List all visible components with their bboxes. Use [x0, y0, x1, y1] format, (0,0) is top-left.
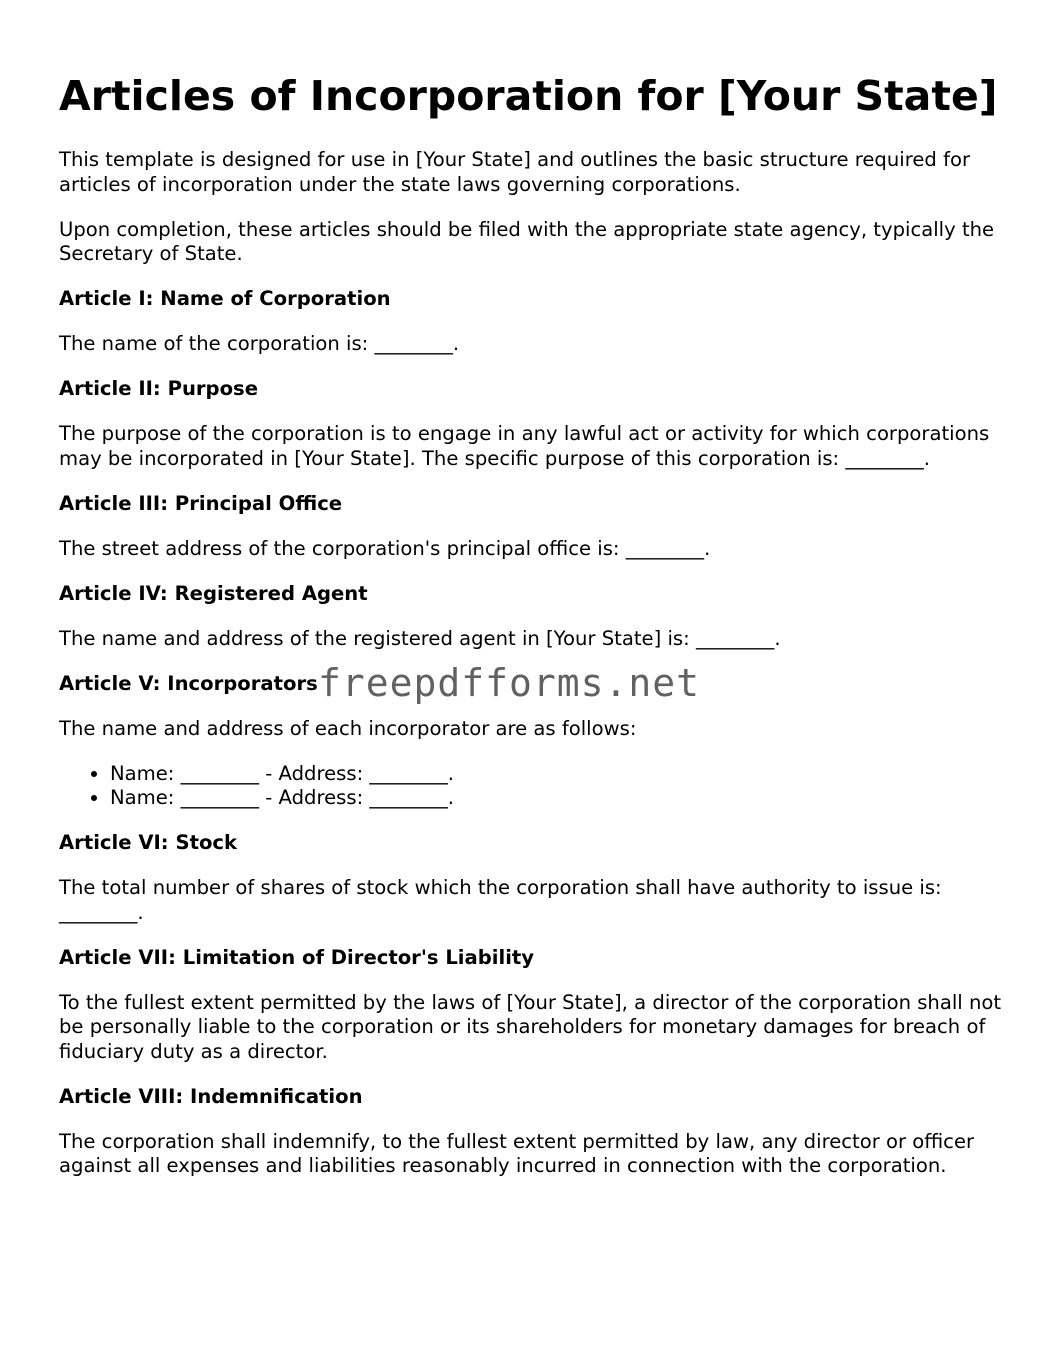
article-heading: Article II: Purpose — [59, 377, 258, 400]
list-item: • Name: ________ - Address: ________. — [110, 786, 1004, 811]
intro-paragraph: This template is designed for use in [Your State] and outlines the basic structure required for articles of incorporation under the state laws governing corporations. — [59, 148, 971, 196]
article-text: The name and address of the registered agent in [Your State] is: ________. — [59, 626, 781, 650]
article-text: The corporation shall indemnify, to the fullest extent permitted by law, any director or officer against all expenses and liabilities reasonably incurred in connection with the corporation. — [59, 1129, 975, 1177]
article-heading: Article III: Principal Office — [59, 491, 343, 515]
article-6 — [59, 831, 1004, 925]
article-text: The total number of shares of stock which the corporation shall have authority to issue is: ________. — [59, 876, 942, 924]
article-2 — [59, 377, 1004, 471]
document-title: Articles of Incorporation for [Your State] — [59, 72, 998, 120]
article-heading: Article VII: Limitation of Director's Liability — [59, 945, 535, 969]
list-item: • Name: ________ - Address: ________. — [110, 762, 1004, 787]
article-3 — [59, 492, 1004, 562]
article-4 — [59, 582, 1004, 652]
article-1 — [59, 287, 1004, 357]
article-heading: Article I: Name of Corporation — [59, 287, 391, 310]
incorporator-list — [59, 762, 1004, 811]
article-text: To the fullest extent permitted by the laws of [Your State], a director of the corporation shall not be personally liable to the corporation or its shareholders for monetary damages for breach of fiduciary duty as a director. — [59, 990, 1002, 1063]
document-page — [59, 72, 1004, 1199]
article-text: The street address of the corporation's principal office is: ________. — [59, 536, 711, 560]
intro-paragraph: Upon completion, these articles should be filed with the appropriate state agency, typically the Secretary of State. — [59, 217, 995, 265]
article-8 — [59, 1085, 1004, 1179]
article-heading: Article VIII: Indemnification — [59, 1084, 363, 1108]
article-5 — [59, 672, 1004, 811]
article-heading: Article IV: Registered Agent — [59, 581, 368, 605]
article-7 — [59, 946, 1004, 1065]
article-heading: Article V: Incorporators — [59, 671, 318, 695]
watermark: freepdfforms.net — [318, 661, 701, 705]
article-text: The name of the corporation is: ________. — [59, 332, 460, 355]
article-heading: Article VI: Stock — [59, 831, 238, 854]
article-text: The purpose of the corporation is to engage in any lawful act or activity for which corporations may be incorporated in [Your State]. The specific purpose of this corporation is: ________. — [59, 422, 990, 470]
article-text: The name and address of each incorporator are as follows: — [59, 716, 637, 740]
